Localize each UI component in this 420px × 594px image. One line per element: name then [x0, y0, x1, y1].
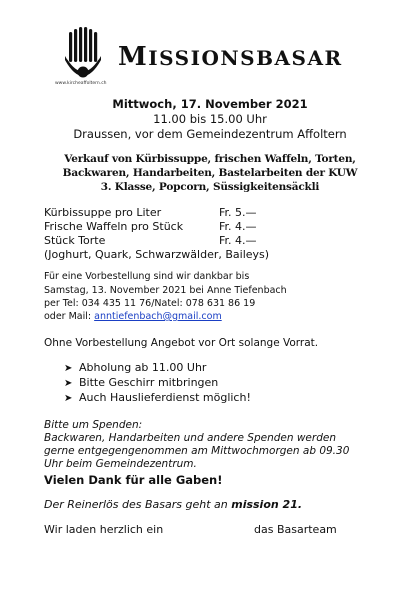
preorder-phone: per Tel: 034 435 11 76/Natel: 078 631 86 19 [44, 298, 256, 309]
bullet-text: Bitte Geschirr mitbringen [79, 376, 219, 389]
sale-line-2: Backwaren, Handarbeiten, Bastelarbeiten der KUW [62, 167, 358, 179]
event-date: Mittwoch, 17. November 2021 [112, 97, 308, 111]
price-value: Fr. 4.— [219, 220, 257, 233]
price-item: Kürbissuppe pro Liter [44, 206, 162, 219]
email-link[interactable]: anntiefenbach@gmail.com [94, 311, 222, 322]
event-place: Draussen, vor dem Gemeindezentrum Affoltern [73, 127, 347, 141]
bullet-text: Abholung ab 11.00 Uhr [79, 361, 207, 374]
donation-heading: Bitte um Spenden: [44, 419, 143, 431]
title-initial: M [118, 42, 149, 72]
arrow-bullet-icon: ➤ [64, 363, 73, 374]
preorder-line-2: Samstag, 13. November 2021 bei Anne Tiefenbach [44, 285, 287, 296]
cake-varieties: (Joghurt, Quark, Schwarzwälder, Baileys) [44, 248, 270, 261]
donation-line: Backwaren, Handarbeiten und andere Spenden werden [44, 432, 336, 444]
closing-signature: das Basarteam [254, 523, 337, 536]
logo-url: www.kircheaffoltern.ch [55, 81, 107, 86]
price-value: Fr. 5.— [219, 206, 257, 219]
closing-invite: Wir laden herzlich ein [44, 523, 164, 536]
event-time: 11.00 bis 15.00 Uhr [153, 112, 267, 126]
sale-line-3: 3. Klasse, Popcorn, Süssigkeitensäckli [100, 181, 320, 193]
proceeds-text [44, 498, 302, 511]
no-preorder-note: Ohne Vorbestellung Angebot vor Ort solange Vorrat. [44, 337, 319, 349]
preorder-line-1: Für eine Vorbestellung sind wir dankbar bis [44, 271, 250, 282]
price-item: Stück Torte [44, 234, 106, 247]
proceeds-suffix: . [297, 498, 303, 511]
price-row [44, 206, 257, 219]
preorder-mail-line [44, 311, 222, 322]
thanks-text: Vielen Dank für alle Gaben! [44, 473, 223, 487]
price-row [44, 220, 257, 233]
title-rest: ISSIONSBASAR [148, 46, 343, 70]
mail-prefix: oder Mail: [44, 311, 95, 322]
proceeds-prefix: Der Reinerlös des Basars geht an [44, 498, 232, 511]
list-item [64, 361, 206, 374]
price-row [44, 234, 257, 247]
sale-line-1: Verkauf von Kürbissuppe, frischen Waffeln, Torten, [64, 153, 356, 165]
church-flame-logo-icon [58, 26, 108, 80]
price-item: Frische Waffeln pro Stück [44, 220, 184, 233]
page-title [118, 42, 343, 72]
arrow-bullet-icon: ➤ [64, 378, 73, 389]
list-item [64, 391, 251, 404]
donation-line: gerne entgegengenommen am Mittwochmorgen ab 09.30 [44, 445, 350, 457]
donation-line: Uhr beim Gemeindezentrum. [44, 458, 197, 470]
price-value: Fr. 4.— [219, 234, 257, 247]
arrow-bullet-icon: ➤ [64, 393, 73, 404]
list-item [64, 376, 218, 389]
proceeds-target: mission 21 [231, 498, 298, 511]
bullet-text: Auch Hauslieferdienst möglich! [79, 391, 251, 404]
